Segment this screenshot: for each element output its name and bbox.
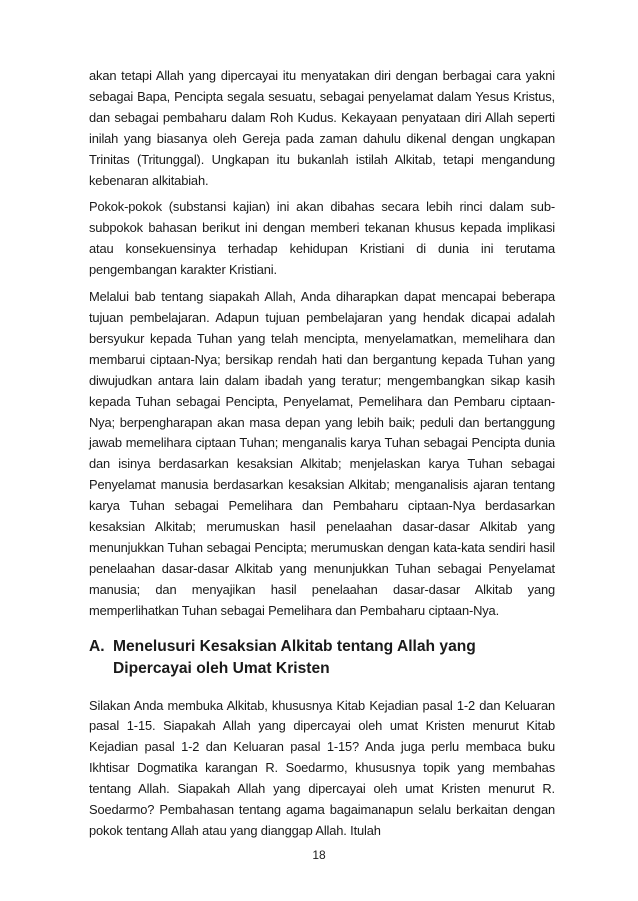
paragraph-learning-goals: Melalui bab tentang siapakah Allah, Anda diharapkan dapat mencapai beberapa tujuan pembelajaran. Adapun tujuan pembelajaran yang hendak dicapai adalah bersyukur kepada Tuhan yang telah mencipta, menyelamatkan, memelihara dan membarui ciptaan-Nya; bersikap rendah hati dan bergantung kepada Tuhan yang diwujudkan antara lain dalam ibadah yang teratur; mengembangkan sikap kasih kepada Tuhan sebagai Pencipta, Penyelamat, Pemelihara dan Pembaru ciptaan-Nya; berpengharapan akan masa depan yang lebih baik; peduli dan bertanggung jawab memelihara ciptaan Tuhan; menganalis karya Tuhan sebagai Pencipta dunia dan isinya berdasarkan kesaksian Alkitab; menjelaskan karya Tuhan sebagai Penyelamat manusia berdasarkan kesaksian Alkitab; menganalisis ajaran tentang karya Tuhan sebagai Pemelihara dan Pembaharu ciptaan-Nya berdasarkan kesaksian Alkitab; merumuskan hasil penelaahan dasar-dasar Alkitab yang menunjukkan Tuhan sebagai Pencipta; merumuskan dengan kata-kata sendiri hasil penelaahan dasar-dasar Alkitab yang menunjukkan Tuhan sebagai Penyelamat manusia; dan menyajikan hasil penelaahan dasar-dasar Alkitab yang memperlihatkan Tuhan sebagai Pemelihara dan Pembaharu ciptaan-Nya. [89,289,555,618]
section-heading-title: Menelusuri Kesaksian Alkitab tentang Allah yang Dipercayai oleh Umat Kristen [113,637,476,677]
paragraph-bible-reading: Silakan Anda membuka Alkitab, khususnya Kitab Kejadian pasal 1-2 dan Keluaran pasal 1-15. Siapakah Allah yang dipercayai oleh umat Kristen menurut Kitab Kejadian pasal 1-2 dan Keluaran pasal 1-15? Anda juga perlu membaca buku Ikhtisar Dogmatika karangan R. Soedarmo, khususnya topik yang membahas tentang Allah. Siapakah Allah yang dipercayai oleh umat Kristen menurut R. Soedarmo? Pembahasan tentang agama bagaimanapun selalu berkaitan dengan pokok tentang Allah atau yang dianggap Allah. Itulah [89,697,555,838]
page-number: 18 [312,848,326,862]
section-heading-marker: A. [89,637,105,655]
paragraph-trinity: akan tetapi Allah yang dipercayai itu menyatakan diri dengan berbagai cara yakni sebagai Bapa, Pencipta segala sesuatu, sebagai penyelamat dalam Yesus Kristus, dan sebagai pembaharu dalam Roh Kudus. Kekayaan penyataan diri Allah seperti inilah yang biasanya oleh Gereja pada zaman dahulu dikenal dengan ungkapan Trinitas (Tritunggal). Ungkapan itu bukanlah istilah Alkitab, tetapi mengandung kebenaran alkitabiah. [89,68,555,188]
paragraph-substance: Pokok-pokok (substansi kajian) ini akan dibahas secara lebih rinci dalam sub-subpokok bahasan berikut ini dengan memberi tekanan khusus kepada implikasi atau konsekuensinya terhadap kehidupan Kristiani di dunia ini terutama pengembangan karakter Kristiani. [89,199,555,278]
page-content [89,66,555,848]
section-heading [89,636,555,680]
